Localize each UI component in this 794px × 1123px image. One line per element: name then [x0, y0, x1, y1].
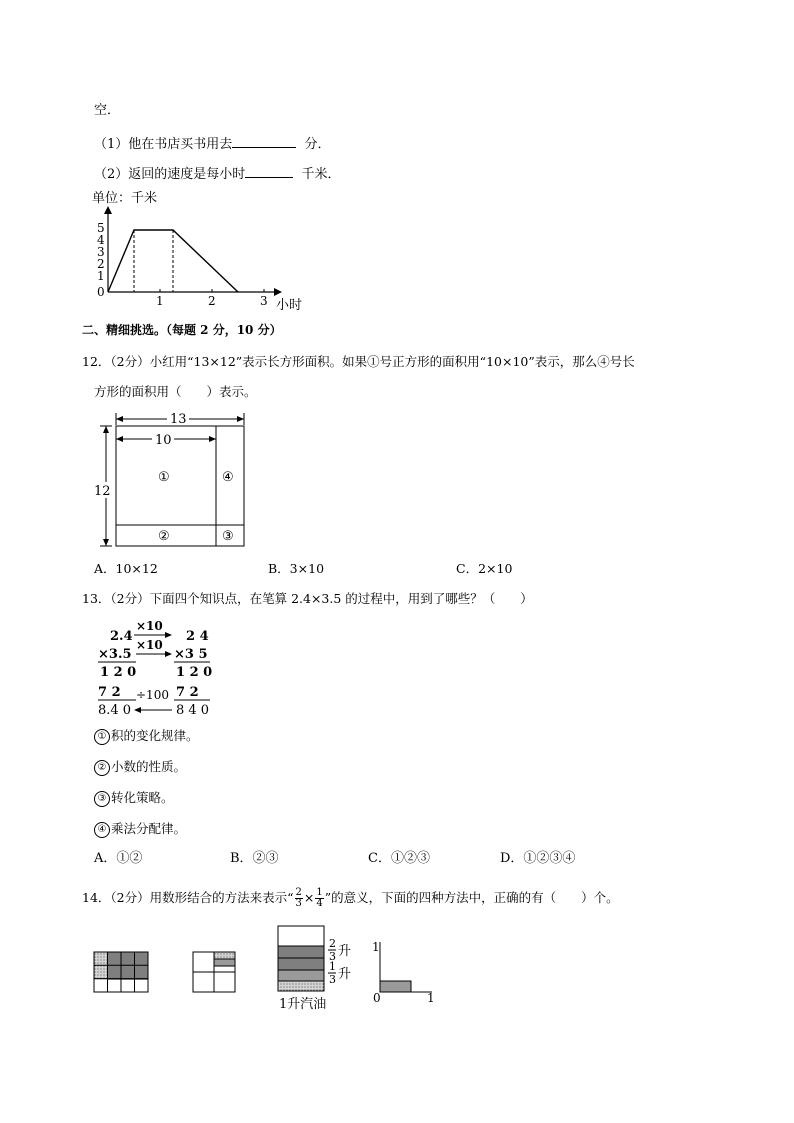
fig4-y-label-1: 1 [372, 940, 380, 954]
calc-arrow-bottom-head [134, 707, 141, 713]
fig2-shade-dotted [214, 952, 235, 959]
fig3-shade-3 [278, 970, 324, 981]
calc-op-times10-bottom: ×10 [136, 638, 163, 652]
q14-suffix: ”的意义，下面的四种方法中，正确的有（ ）个。 [324, 890, 619, 905]
fig3-frac2-den: 3 [329, 973, 336, 986]
calc-right-row3: 1 2 0 [176, 665, 213, 680]
q13-calculation-figure [94, 616, 224, 720]
q14-frac1-den: 3 [295, 898, 302, 909]
y-axis-arrow [104, 206, 112, 214]
fig4-x-label-1: 1 [427, 991, 435, 1005]
q14-figures [88, 920, 448, 1014]
q14-frac1-num: 2 [295, 887, 302, 898]
q11-part1-prefix: （1）他在书店买书用去 [94, 137, 233, 152]
q11-part1 [94, 135, 331, 153]
q13-option-d[interactable]: D．①②③④ [500, 851, 576, 866]
calc-op-div100: ÷100 [136, 688, 169, 702]
y-tick-2: 2 [97, 257, 105, 271]
q11-part2 [94, 165, 341, 183]
x-tick-3: 3 [260, 294, 268, 308]
q14-fraction-1 [295, 888, 303, 909]
q13-item-1-text: 积的变化规律。 [111, 728, 199, 743]
q13-item-3-text: 转化策略。 [111, 790, 174, 805]
dim-13-label: 13 [170, 412, 187, 427]
q13-item-4-mark: ④ [94, 822, 110, 838]
fig3-unit-2: 升 [338, 967, 352, 982]
dim-12-arrow-top [103, 426, 109, 433]
q13-item-4-text: 乘法分配律。 [111, 821, 187, 836]
q14-times: × [303, 890, 315, 905]
region-1-label: ① [158, 470, 170, 485]
q13-item-2-mark: ② [94, 760, 110, 776]
section2-title: 二、精细挑选。（每题 2 分，10 分） [82, 323, 282, 337]
x-unit-label: 小时 [276, 298, 303, 313]
q11-part2-prefix: （2）返回的速度是每小时 [94, 167, 246, 182]
dim-12-arrow-bottom [103, 539, 109, 546]
q13-item-4 [94, 821, 186, 838]
outer-rectangle [116, 426, 244, 546]
calc-left-row5: 8.4 0 [98, 703, 132, 718]
q11-part1-suffix: 分． [304, 137, 331, 152]
q11-tail: 空． [94, 103, 121, 118]
y-tick-3: 3 [97, 245, 105, 259]
q14-frac2-num: 1 [316, 887, 323, 898]
q13-item-3-mark: ③ [94, 791, 110, 807]
q12-line1: 12．（2分）小红用“13×12”表示长方形面积。如果①号正方形的面积用“10×10”表示，那么④号长 [82, 354, 635, 369]
calc-arrow-top-head [165, 632, 172, 638]
q14-figure-4 [372, 940, 435, 1005]
fig3-shade-dotted [278, 981, 324, 991]
y-tick-0: 0 [97, 285, 105, 299]
calc-right-row1: 2 4 [186, 629, 209, 644]
y-tick-5: 5 [97, 221, 105, 235]
calc-right-row2: ×3 5 [174, 647, 208, 662]
calc-right-row5: 8 4 0 [176, 703, 210, 718]
dim-10-arrow-left [116, 436, 123, 442]
fig1-shade-dotted [94, 952, 108, 980]
fig3-caption: 1升汽油 [279, 997, 327, 1012]
q13-item-2-text: 小数的性质。 [111, 759, 187, 774]
q11-unit-label: 单位：千米 [92, 191, 158, 206]
y-tick-1: 1 [97, 269, 105, 283]
fig4-shaded-rect [380, 981, 411, 992]
calc-arrow-mid-head [165, 651, 172, 657]
y-tick-4: 4 [97, 233, 105, 247]
calc-left-row4: 7 2 [98, 685, 121, 700]
fig3-shade-2 [278, 958, 324, 970]
q13-item-2 [94, 759, 186, 776]
fig3-unit-1: 升 [338, 944, 352, 959]
dim-12-label: 12 [94, 484, 111, 499]
q14-fraction-2 [315, 888, 323, 909]
q12-rectangle-figure [90, 408, 260, 553]
q14-prefix: 14．（2分）用数形结合的方法来表示“ [82, 890, 294, 905]
q11-part1-blank[interactable] [232, 135, 296, 148]
q13-line1: 13．（2分）下面四个知识点，在笔算 2.4×3.5 的过程中，用到了哪些？（ ） [82, 591, 533, 606]
q14-frac2-den: 4 [316, 898, 323, 909]
dim-13-arrow-right [237, 416, 244, 422]
x-tick-1: 1 [156, 294, 164, 308]
dim-10-arrow-right [209, 436, 216, 442]
q13-item-1 [94, 728, 199, 745]
q13-item-3 [94, 790, 174, 807]
q14-figure-2 [193, 952, 235, 992]
dim-10-label: 10 [155, 433, 172, 448]
q13-option-c[interactable]: C．①②③ [368, 851, 430, 866]
q12-option-a[interactable]: A．10×12 [94, 561, 158, 576]
fig3-frac2-num: 1 [329, 960, 336, 973]
region-3-label: ③ [222, 529, 234, 544]
fig3-frac1-num: 2 [329, 937, 336, 950]
q12-line2: 方形的面积用（ ）表示。 [94, 384, 257, 399]
q14-line [82, 887, 619, 909]
q13-option-a[interactable]: A．①② [94, 851, 143, 866]
q12-option-b[interactable]: B．3×10 [268, 561, 325, 576]
calc-left-row3: 1 2 0 [100, 665, 137, 680]
q13-option-b[interactable]: B．②③ [230, 851, 279, 866]
x-tick-2: 2 [208, 294, 216, 308]
region-2-label: ② [158, 529, 170, 544]
q13-item-1-mark: ① [94, 729, 110, 745]
q12-option-c[interactable]: C．2×10 [456, 561, 513, 576]
calc-left-row1: 2.4 [110, 629, 133, 644]
x-axis-arrow [274, 288, 282, 296]
fig4-x-label-0: 0 [373, 991, 381, 1005]
fig3-shade-1 [278, 946, 324, 958]
q11-part2-suffix: 千米． [301, 167, 341, 182]
calc-left-row2: ×3.5 [98, 647, 132, 662]
dim-13-arrow-left [116, 416, 123, 422]
q14-figure-3 [278, 926, 351, 1012]
region-4-label: ④ [222, 470, 234, 485]
q11-graph [88, 186, 328, 314]
calc-right-row4: 7 2 [176, 685, 199, 700]
q14-figure-1 [94, 952, 148, 992]
calc-op-times10-top: ×10 [136, 619, 163, 633]
fig3-frac1-den: 3 [329, 950, 336, 963]
q11-part2-blank[interactable] [245, 165, 293, 178]
